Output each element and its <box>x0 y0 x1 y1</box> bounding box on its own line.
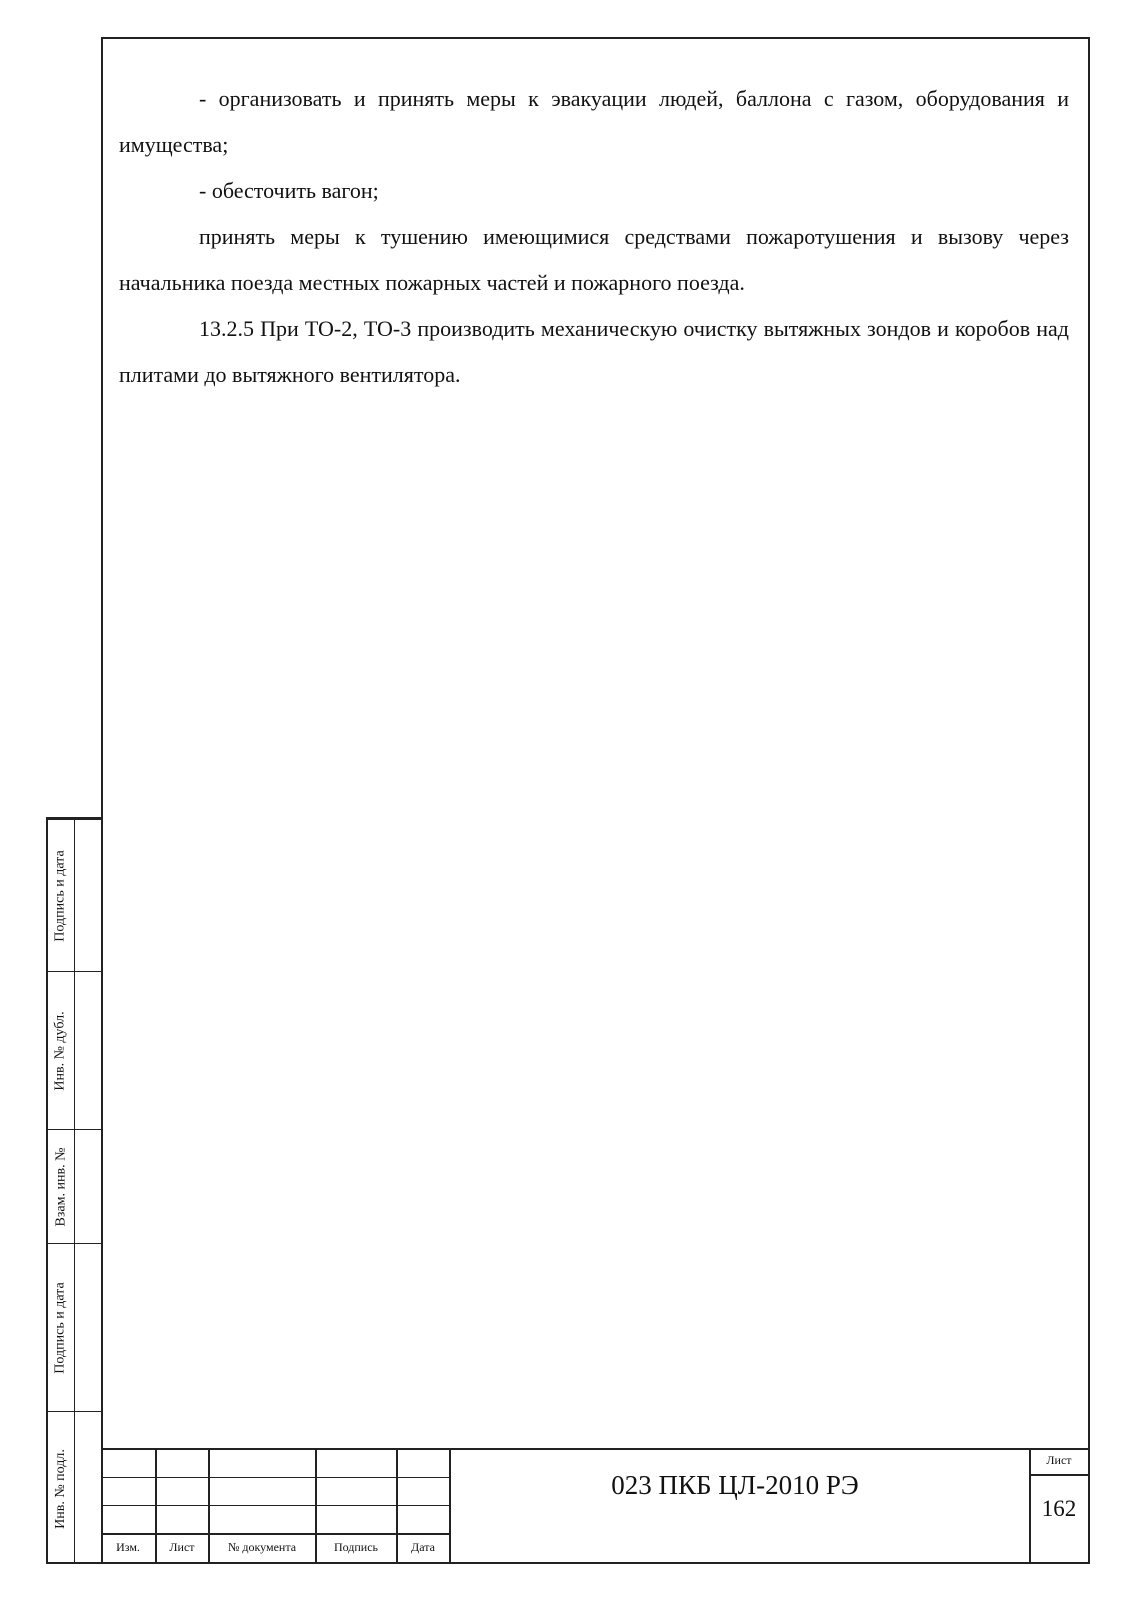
strip-cell-replaced-inv <box>48 1129 102 1244</box>
paragraph-extinguish: принять меры к тушению имеющимися средствами пожаротушения и вызову через начальника поезда местных пожарных частей и пожарного поезда. <box>119 224 1069 295</box>
col-label-izm: Изм. <box>116 1540 140 1554</box>
sheet-number: 162 <box>1041 1496 1077 1521</box>
strip-label-signature-date-2: Подпись и дата <box>53 1282 69 1374</box>
strip-label-replaced-inv: Взам. инв. № <box>53 1147 68 1227</box>
paragraph-deenergize: - обесточить вагон; <box>199 178 379 203</box>
col-label-list: Лист <box>169 1540 195 1554</box>
sheet-label: Лист <box>1046 1453 1072 1467</box>
strip-label-original-inv: Инв. № подл. <box>53 1448 68 1529</box>
document-code: 023 ПКБ ЦЛ-2010 РЭ <box>611 1470 859 1500</box>
strip-cell-dup-inv <box>48 971 102 1130</box>
paragraph-evacuation: - организовать и принять меры к эвакуации людей, баллона с газом, оборудования и имущества; <box>119 86 1069 157</box>
col-label-signature: Подпись <box>333 1540 379 1554</box>
col-label-date: Дата <box>411 1540 435 1554</box>
binding-strip <box>46 817 102 1564</box>
title-block-sheet-row-line <box>1029 1474 1090 1476</box>
strip-cell-original-inv <box>48 1411 102 1565</box>
col-label-doc-number: № документа <box>227 1540 297 1554</box>
strip-cell-signature-bottom <box>48 1243 102 1412</box>
document-body <box>119 76 1069 398</box>
strip-label-signature-date: Подпись и дата <box>53 850 69 942</box>
paragraph-13-2-5: 13.2.5 При ТО-2, ТО-3 производить механическую очистку вытяжных зондов и коробов над плитами до вытяжного вентилятора. <box>119 316 1069 387</box>
title-block-top-line <box>101 1448 1090 1450</box>
strip-label-dup-inv: Инв. № дубл. <box>53 1011 68 1091</box>
strip-cell-signature-top <box>48 819 102 972</box>
title-block-col-line-5 <box>449 1448 451 1564</box>
